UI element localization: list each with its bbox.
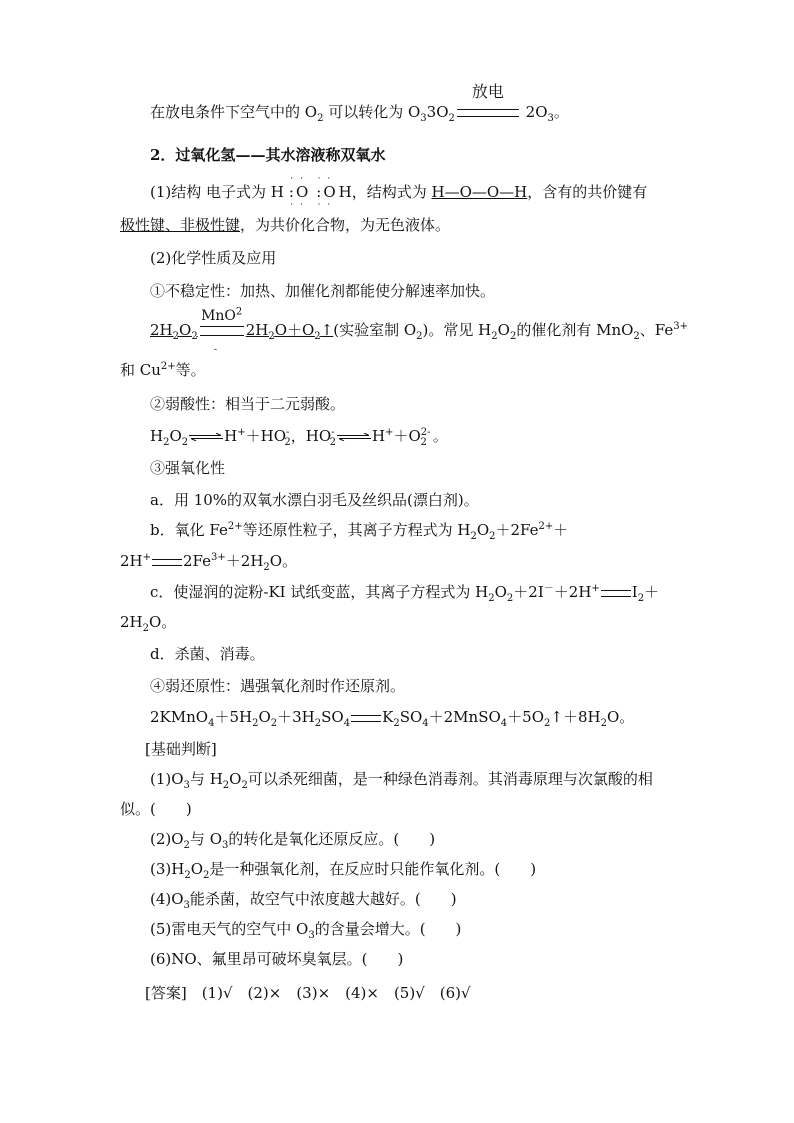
subscript: 2 <box>203 870 210 881</box>
text: SO <box>321 708 344 726</box>
text: I <box>631 583 638 601</box>
text: 2O <box>520 103 548 121</box>
subscript: 2 <box>263 562 270 573</box>
subscript: 2 <box>163 437 170 448</box>
text: ↑＋8H <box>550 708 601 726</box>
text: 2H <box>120 552 143 570</box>
superscript: + <box>591 583 600 594</box>
superscript: 2+ <box>538 521 554 532</box>
weak-acid-line: ②弱酸性：相当于二元弱酸。 <box>150 395 346 413</box>
decomposition-reaction <box>150 306 688 342</box>
basic-judgement-heading: [基础判断] <box>145 740 217 758</box>
text: (2)O <box>150 830 184 848</box>
products <box>245 321 334 342</box>
superscript: 3+ <box>673 321 688 332</box>
subscript: 2 <box>317 113 324 124</box>
question-5 <box>150 919 461 939</box>
subscript: 2 <box>142 623 149 634</box>
text: SO <box>399 708 423 726</box>
text: ＋2I <box>513 583 544 601</box>
electron-dot-atom <box>287 174 309 210</box>
text: ，为共价化合物，为无色液体。 <box>240 216 451 234</box>
text: O <box>179 321 192 339</box>
item-b-continued <box>120 551 297 571</box>
subscript: 3 <box>420 113 427 124</box>
condition-label: 放电 <box>471 82 504 101</box>
subscript: 2 <box>222 780 230 791</box>
text: ＋3H <box>277 708 315 726</box>
subscript: 2 <box>509 331 517 342</box>
answer-line: [答案] (1)√ (2)× (3)× (4)× (5)√ (6)√ <box>145 984 471 1002</box>
dots: · · <box>317 200 333 210</box>
superscript: 2- <box>420 427 431 438</box>
text: 2H <box>120 613 143 631</box>
subscript: 2 <box>420 437 427 448</box>
question-3 <box>150 859 536 879</box>
strong-oxidant-heading: ③强氧化性 <box>150 459 226 477</box>
text: ＋ <box>644 583 660 601</box>
text: )。常见 H <box>422 321 492 339</box>
text: O <box>497 321 510 339</box>
reversible-arrow <box>189 433 223 441</box>
catalyst-continued <box>120 360 206 380</box>
subscript: 2 <box>416 331 423 342</box>
text: 在放电条件下空气中的 O <box>150 103 318 121</box>
superscript: + <box>237 427 246 438</box>
subscript: 2 <box>268 331 275 342</box>
instability-line: ①不稳定性：加热、加催化剂都能使分解速率加快。 <box>150 282 496 300</box>
subscript: 3 <box>222 840 229 851</box>
subscript: 2 <box>491 331 498 342</box>
bond-type-line <box>120 215 450 235</box>
text: 。 <box>432 427 448 445</box>
superscript: + <box>385 427 394 438</box>
text: 能杀菌，故空气中浓度越大越好。( ) <box>189 890 457 908</box>
superscript: + <box>142 552 152 563</box>
superscript: 2 <box>235 306 243 318</box>
text: O <box>229 770 242 788</box>
text: 可以转化为 O <box>323 103 421 121</box>
subscript: 2 <box>270 718 278 729</box>
item-a: a．用 10%的双氧水漂白羽毛及丝织品(漂白剂)。 <box>150 491 479 509</box>
text: 。 <box>553 103 569 121</box>
text: ，HO <box>290 427 332 445</box>
text: 的含量会增大。( ) <box>314 920 462 938</box>
subscript: 2 <box>637 593 645 604</box>
text: (3)H <box>150 860 185 878</box>
text: ＋HO <box>245 427 287 445</box>
reactant <box>150 321 198 342</box>
subscript: 2 <box>488 593 495 604</box>
kmno4-reaction <box>150 707 634 727</box>
subscript: 2 <box>241 780 248 791</box>
question-1 <box>150 769 653 789</box>
double-line <box>200 326 244 336</box>
superscript: - <box>331 427 335 438</box>
subscript: 2 <box>191 331 198 342</box>
text: (实验室制 O <box>333 321 417 339</box>
text: H <box>150 427 164 445</box>
text: 2H <box>245 321 269 339</box>
text: K <box>382 708 394 726</box>
text: H <box>371 427 386 445</box>
equals-sign <box>152 559 182 566</box>
dots: · · <box>290 174 305 184</box>
subscript: 2 <box>329 437 336 448</box>
section-heading: 2．过氧化氢——其水溶液称双氧水 <box>150 146 386 164</box>
subscript: 2 <box>183 840 190 851</box>
chem-props-heading: (2)化学性质及应用 <box>150 249 277 267</box>
superscript: 3+ <box>211 552 226 563</box>
text: 的转化是氧化还原反应。( ) <box>228 830 436 848</box>
subscript: 3 <box>308 930 315 941</box>
subscript: 4 <box>343 718 351 729</box>
text: 可以杀死细菌，是一种绿色消毒剂。其消毒原理与次氯酸的相 <box>247 770 653 788</box>
subscript: 2 <box>470 531 477 542</box>
superscript: 2+ <box>227 521 243 532</box>
text: ＋O <box>393 427 421 445</box>
ionization-equations <box>150 426 448 446</box>
text: ＋2MnSO <box>428 708 501 726</box>
text: O <box>169 427 182 445</box>
subscript: 2 <box>284 437 291 448</box>
subscript: 4 <box>500 718 508 729</box>
text: O。 <box>149 613 177 631</box>
text: 2Fe <box>183 552 212 570</box>
text: O＋O <box>274 321 315 339</box>
text: O。 <box>606 708 635 726</box>
text: O <box>190 860 204 878</box>
text: (4)O <box>150 890 184 908</box>
question-1-continued: 似。( ) <box>120 800 192 818</box>
text: ＋2H <box>553 583 592 601</box>
text: c．使湿润的淀粉-KI 试纸变蓝，其离子方程式为 H <box>150 583 489 601</box>
atom: O <box>295 183 309 201</box>
equals-sign <box>351 715 381 722</box>
text: 3O <box>426 103 449 121</box>
subscript: 2 <box>600 718 607 729</box>
question-6: (6)NO、氟里昂可破坏臭氧层。( ) <box>150 950 404 968</box>
item-d: d．杀菌、消毒。 <box>150 645 265 663</box>
text: 是一种强氧化剂，在反应时只能作氧化剂。( ) <box>209 860 537 878</box>
small-mark: - <box>214 345 218 355</box>
text: O <box>476 521 490 539</box>
question-4 <box>150 889 457 909</box>
text: (5)雷电天气的空气中 O <box>150 920 309 938</box>
electron-dot-atom <box>314 174 336 210</box>
subscript: 2 <box>489 531 496 542</box>
subscript: 2 <box>314 718 322 729</box>
text: ↑ <box>320 321 334 339</box>
superscript: － <box>543 583 554 594</box>
text: H <box>224 427 238 445</box>
text: ＋2H <box>225 552 264 570</box>
condition-equals-sign <box>457 82 519 122</box>
reversible-arrow <box>337 433 371 441</box>
text: ＋ <box>553 521 569 539</box>
text: (1)O <box>150 770 184 788</box>
text: 与 H <box>189 770 223 788</box>
text: b．氧化 Fe <box>150 521 228 539</box>
item-c <box>150 582 659 602</box>
text: 等还原性粒子，其离子方程式为 H <box>242 521 471 539</box>
text: ＋5O <box>507 708 544 726</box>
dots: · · <box>290 200 305 210</box>
subscript: 2 <box>172 331 179 342</box>
equals-sign <box>601 590 631 597</box>
ozone-conversion-line <box>150 82 569 124</box>
subscript: 3 <box>183 780 190 791</box>
double-line <box>457 109 519 117</box>
subscript: 2 <box>184 870 191 881</box>
dots: · · <box>317 174 333 184</box>
superscript: - <box>286 427 290 438</box>
text: 的催化剂有 MnO <box>516 321 634 339</box>
subscript: 3 <box>547 113 554 124</box>
subscript: 2 <box>633 331 640 342</box>
subscript: 4 <box>422 718 429 729</box>
text: 和 Cu <box>120 361 161 379</box>
subscript: 2 <box>544 718 551 729</box>
subscript: 2 <box>506 593 514 604</box>
subscript: 2 <box>393 718 400 729</box>
weak-reductant-line: ④弱还原性：遇强氧化剂时作还原剂。 <box>150 677 406 695</box>
colon: : <box>288 183 294 201</box>
text: ，含有的共价键有 <box>527 183 648 201</box>
text: 、Fe <box>639 321 674 339</box>
text: O <box>494 583 507 601</box>
text: ＋5H <box>214 708 253 726</box>
text: ＋2Fe <box>495 521 539 539</box>
text: O。 <box>269 552 298 570</box>
text: MnO <box>201 308 236 324</box>
catalyst-equals-sign <box>200 306 244 340</box>
text: 2KMnO <box>150 708 209 726</box>
text: 与 O <box>189 830 222 848</box>
subscript: 2 <box>252 718 259 729</box>
subscript: 2 <box>181 437 189 448</box>
item-b <box>150 520 568 540</box>
bond-types: 极性键、非极性键 <box>120 216 241 234</box>
text: (1)结构 电子式为 H <box>150 183 284 201</box>
subscript: 3 <box>183 900 190 911</box>
text: 等。 <box>175 361 206 379</box>
catalyst-label <box>200 306 244 326</box>
item-c-continued <box>120 612 176 632</box>
text: H，结构式为 <box>338 183 432 201</box>
subscript: 4 <box>208 718 215 729</box>
structure-line <box>150 174 648 210</box>
text: 2H <box>150 321 173 339</box>
subscript: 2 <box>314 331 321 342</box>
text: O <box>258 708 271 726</box>
atom: O <box>323 183 336 201</box>
superscript: 2+ <box>160 361 176 372</box>
colon: : <box>316 183 322 201</box>
structural-formula: H—O—O—H <box>431 183 528 201</box>
question-2 <box>150 829 435 849</box>
subscript: 2 <box>448 113 455 124</box>
